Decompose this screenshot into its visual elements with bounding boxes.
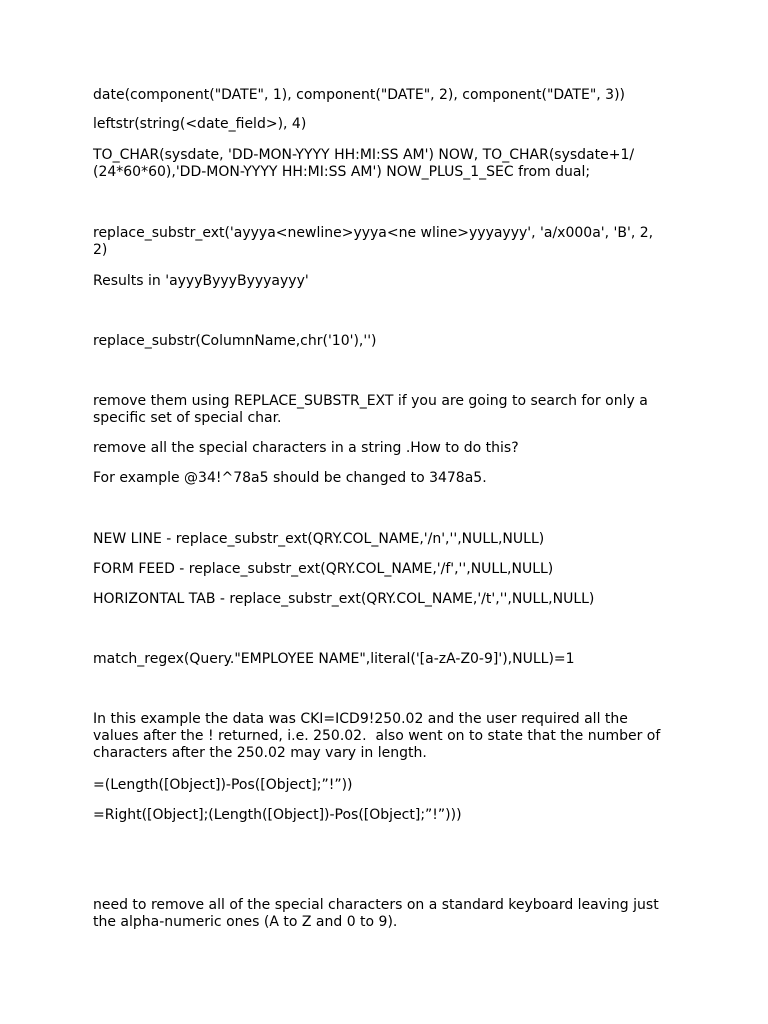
paragraph-for-example: For example @34!^78a5 should be changed to 3478a5. — [93, 470, 487, 486]
paragraph-replace-substr-ext-example: replace_substr_ext('ayyya<newline>yyya<ne wline>yyyayyy', 'a/x000a', 'B', 2, 2) — [93, 225, 654, 258]
paragraph-leftstr: leftstr(string(<date_field>), 4) — [93, 116, 307, 132]
paragraph-horizontal-tab: HORIZONTAL TAB - replace_substr_ext(QRY.COL_NAME,'/t','',NULL,NULL) — [93, 591, 595, 607]
paragraph-to-char: TO_CHAR(sysdate, 'DD-MON-YYYY HH:MI:SS AM') NOW, TO_CHAR(sysdate+1/ (24*60*60),'DD-MON-YYYY HH:MI:SS AM') NOW_PLUS_1_SEC from dual; — [93, 147, 635, 180]
paragraph-remove-special-chars: need to remove all of the special characters on a standard keyboard leaving just the alpha-numeric ones (A to Z and 0 to 9). — [93, 897, 659, 930]
paragraph-replace-substr: replace_substr(ColumnName,chr('10'),'') — [93, 333, 377, 349]
paragraph-results: Results in 'ayyyByyyByyyayyy' — [93, 273, 309, 289]
paragraph-remove-all-question: remove all the special characters in a string .How to do this? — [93, 440, 519, 456]
paragraph-example-cki: In this example the data was CKI=ICD9!250.02 and the user required all the values after the ! returned, i.e. 250.02. also went on to state that the number of characters after the 250.02 may vary in length. — [93, 711, 661, 761]
paragraph-date-component: date(component("DATE", 1), component("DATE", 2), component("DATE", 3)) — [93, 87, 625, 103]
paragraph-length-formula: =(Length([Object])-Pos([Object];”!”)) — [93, 777, 353, 793]
paragraph-new-line: NEW LINE - replace_substr_ext(QRY.COL_NAME,'/n','',NULL,NULL) — [93, 531, 545, 547]
paragraph-remove-using: remove them using REPLACE_SUBSTR_EXT if you are going to search for only a specific set of special char. — [93, 393, 648, 426]
paragraph-right-formula: =Right([Object];(Length([Object])-Pos([Object];”!”))) — [93, 807, 462, 823]
paragraph-match-regex: match_regex(Query."EMPLOYEE NAME",literal('[a-zA-Z0-9]'),NULL)=1 — [93, 651, 575, 667]
paragraph-form-feed: FORM FEED - replace_substr_ext(QRY.COL_NAME,'/f','',NULL,NULL) — [93, 561, 554, 577]
